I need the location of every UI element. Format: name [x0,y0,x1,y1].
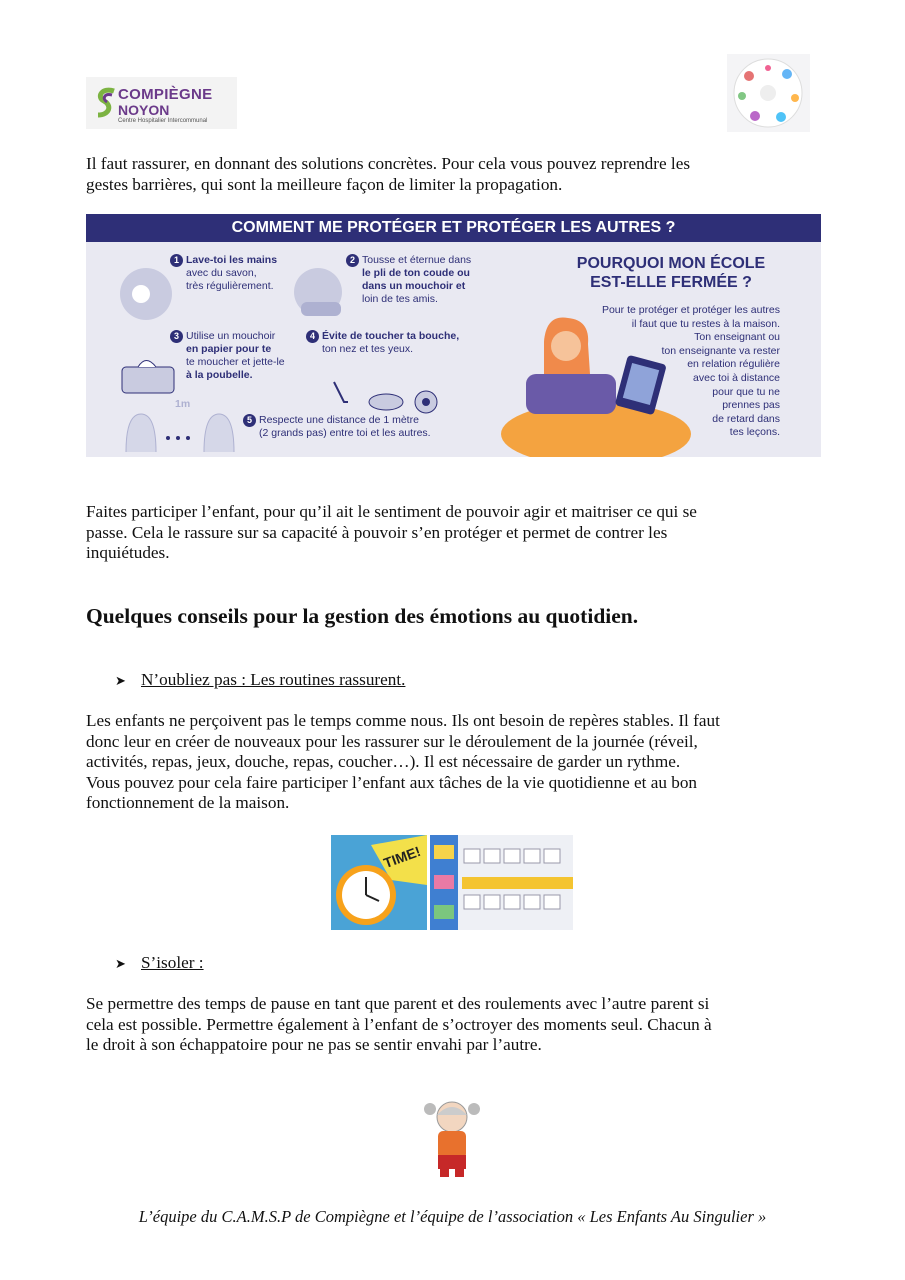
tip-2: 2 Tousse et éternue dans le pli de ton coude ou dans un mouchoir et loin de tes amis. [346,254,471,306]
para2-line-1: Faites participer l’enfant, pour qu’il ait le sentiment de pouvoir agir et maitriser ce qui se [86,502,697,521]
footer-signature: L’équipe du C.A.M.S.P de Compiègne et l’équipe de l’association « Les Enfants Au Singulier » [138,1207,767,1226]
girl-illustration-icon [420,1097,484,1179]
barrier-gestures-infographic [86,214,821,457]
person-right-icon [204,414,234,452]
participation-paragraph [86,502,820,564]
time-clock-image [331,835,427,930]
logo-line3: Centre Hospitalier Intercommunal [118,118,208,124]
para3-line-5: fonctionnement de la maison. [86,793,290,812]
isolate-paragraph [86,994,820,1056]
person-left-icon [126,414,156,452]
nose-icon [334,382,348,402]
distance-label: 1m [175,398,191,410]
tip-5: 5 Respecte une distance de 1 mètre (2 grands pas) entre toi et les autres. [243,414,431,440]
tissue-box-icon [122,367,174,393]
tip-4: 4 Évite de toucher ta bouche, ton nez et tes yeux. [306,330,459,356]
section-title: Quelques conseils pour la gestion des émotions au quotidien. [86,604,639,628]
bullet-isolate: ➤ S’isoler : [115,953,204,972]
para4-line-2: cela est possible. Permettre également à l’enfant de s’octroyer des moments seul. Chacun à [86,1014,712,1034]
lips-icon [369,394,403,410]
para2-line-3: inquiétudes. [86,543,170,562]
school-closed-text: Pour te protéger et protéger les autres il faut que tu restes à la maison. Ton enseignant ou ton enseignante va rester en relation régulière avec toi à distance pour que tu ne prennes pas de retard dans tes leçons. [601,304,780,439]
para3-line-3: activités, repas, jeux, douche, repas, coucher…). Il est nécessaire de garder un rythme. [86,752,681,771]
para3-line-1: Les enfants ne perçoivent pas le temps comme nous. Ils ont besoin de repères stables. Il faut [86,711,720,730]
intro-line-2: gestes barrières, qui sont la meilleure façon de limiter la propagation. [86,174,563,194]
arrowhead-bullet-icon: ➤ [115,956,126,971]
para3-line-4: Vous pouvez pour cela faire participer l’enfant aux tâches de la vie quotidienne et au bon [86,772,698,792]
routine-board-image [430,835,573,930]
school-closed-title: POURQUOI MON ÉCOLE EST-ELLE FERMÉE ? [576,255,766,291]
handprints-circle-icon [727,54,810,132]
logo-line2: NOYON [118,102,170,118]
para3-line-2: donc leur en créer de nouveaux pour les rassurer sur le déroulement de la journée (réveil, [86,731,698,751]
arrowhead-bullet-icon: ➤ [115,673,126,688]
intro-paragraph [86,154,820,195]
para4-line-1: Se permettre des temps de pause en tant que parent et des roulements avec l’autre parent si [86,994,710,1013]
routine-board-icon [430,835,573,930]
association-logo [727,54,810,132]
intro-line-1: Il faut rassurer, en donnant des solutions concrètes. Pour cela vous pouvez reprendre les [86,154,691,173]
tip-3: 3 Utilise un mouchoir en papier pour te te moucher et jette-le à la poubelle. [170,330,285,382]
hospital-logo [86,77,237,129]
routines-paragraph [86,711,820,814]
logo-line1: COMPIÈGNE [118,86,213,103]
para4-line-3: le droit à son échappatoire pour ne pas se sentir envahi par l’autre. [86,1035,542,1054]
para2-line-2: passe. Cela le rassure sur sa capacité à pouvoir s’en protéger et permet de contrer les [86,522,668,542]
infographic-title: COMMENT ME PROTÉGER ET PROTÉGER LES AUTRES ? [86,214,821,242]
tip-1: 1 Lave-toi les mains avec du savon, très régulièrement. [170,254,277,293]
bullet-routines: ➤ N’oubliez pas : Les routines rassurent. [115,670,406,689]
clock-time-text: TIME! [381,842,423,872]
